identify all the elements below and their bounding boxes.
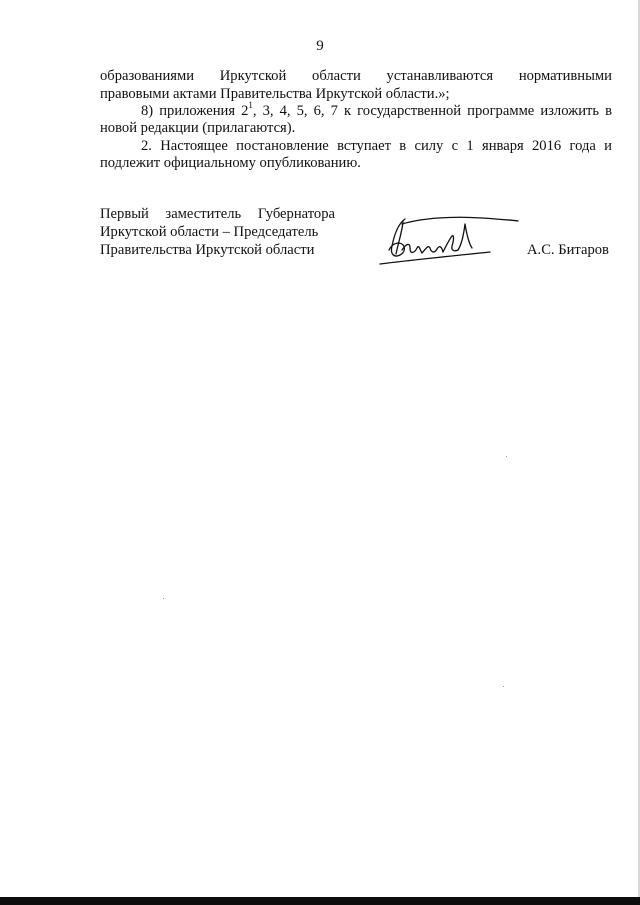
word: Иркутской: [219, 68, 287, 84]
word: нормативными: [518, 68, 612, 84]
appendix-prefix: 8) приложения 2: [141, 103, 249, 119]
page-number: 9: [316, 38, 324, 54]
signatory-title-line-3: Правительства Иркутской области: [100, 242, 315, 258]
handwritten-signature: [372, 210, 522, 268]
paragraph-1-line-1: [100, 68, 612, 85]
signature-stroke: [443, 236, 458, 252]
superscript: 1: [248, 100, 253, 111]
scan-speck: [163, 598, 164, 599]
word: области: [312, 68, 361, 84]
signer-name: А.С. Битаров: [527, 242, 609, 258]
paragraph-1-line-2: правовыми актами Правительства Иркутской области.»;: [100, 86, 450, 102]
paragraph-3-line-2: подлежит официальному опубликованию.: [100, 155, 361, 171]
signatory-title-line-2: Иркутской области – Председатель: [100, 224, 319, 240]
scan-speck: [503, 686, 504, 687]
word: образованиями: [100, 68, 195, 84]
signature-stroke: [402, 244, 443, 253]
signatory-title-line-1: Первый заместитель Губернатора: [100, 206, 335, 222]
appendix-suffix: , 3, 4, 5, 6, 7 к государственной программе изложить в: [252, 103, 612, 119]
paragraph-2-line-1: [100, 100, 612, 120]
signature-strokes: [380, 217, 518, 264]
scan-bottom-bar: [0, 897, 640, 905]
scan-speck: [506, 456, 507, 457]
word: устанавливаются: [386, 68, 494, 84]
signature-stroke: [458, 224, 472, 250]
paragraph-2-line-2: новой редакции (прилагаются).: [100, 120, 296, 136]
signature-stroke: [402, 217, 518, 224]
paragraph-3-line-1: 2. Настоящее постановление вступает в силу с 1 января 2016 года и: [141, 138, 612, 154]
